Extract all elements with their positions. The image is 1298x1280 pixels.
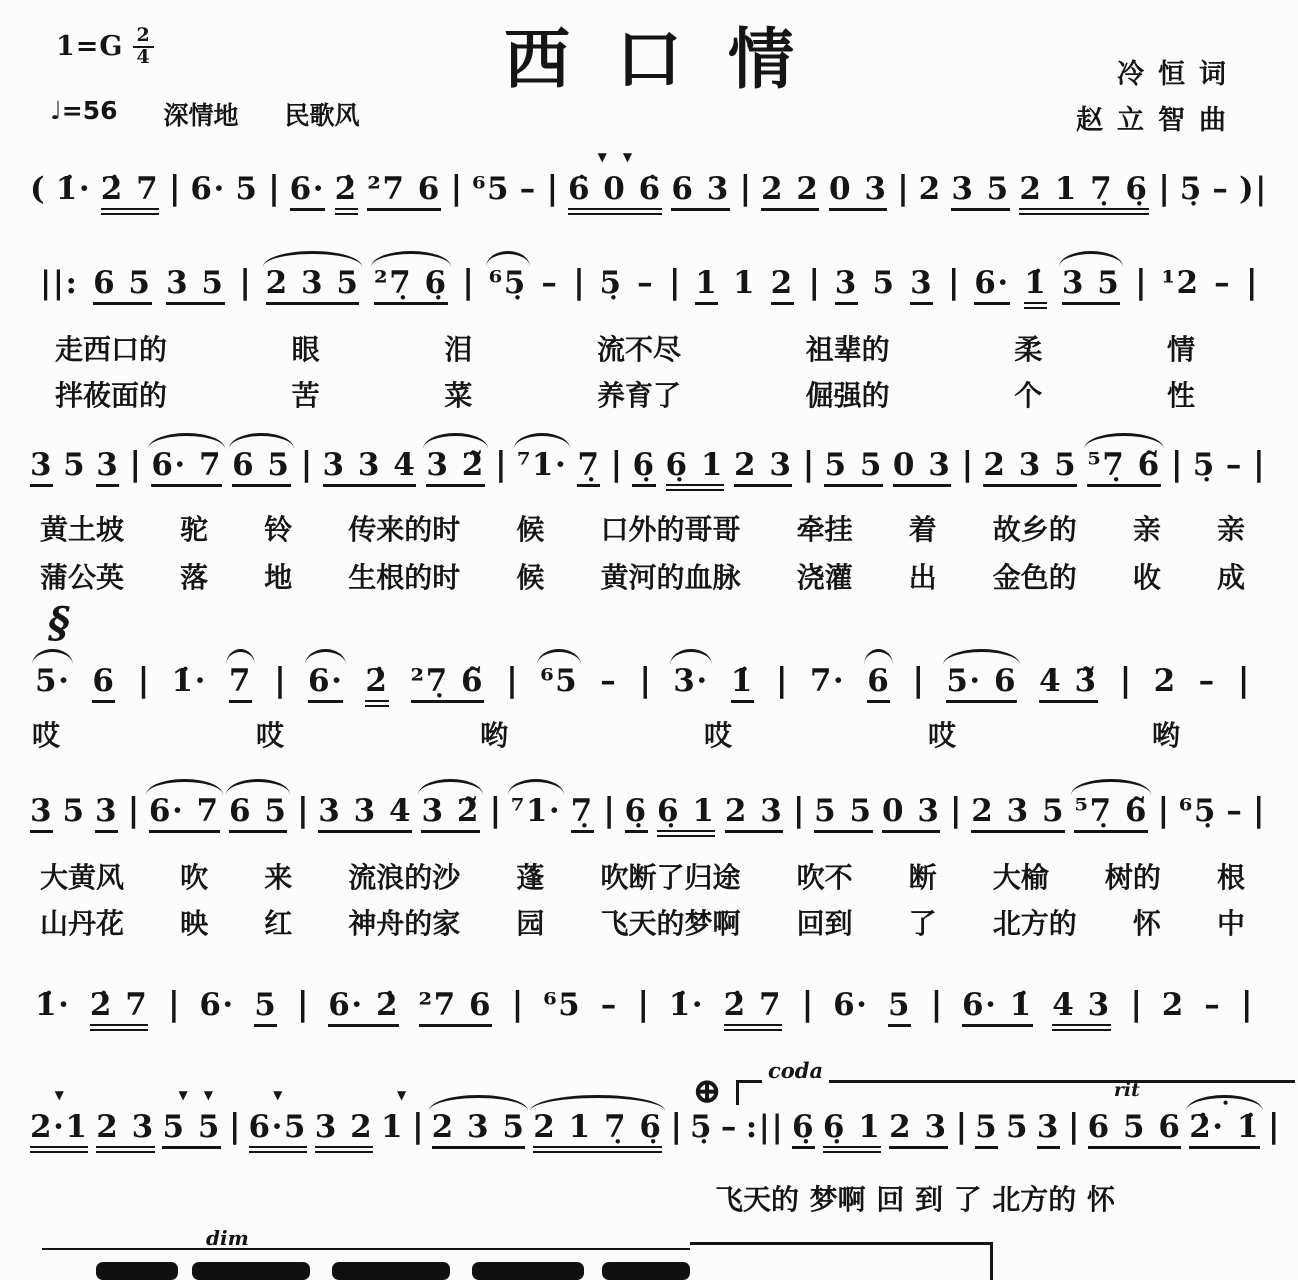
barline: | <box>1252 790 1265 829</box>
notation-token: 5̣ <box>599 265 623 301</box>
notation-token: 3 3 4 <box>318 794 412 833</box>
accent-icon: ▼▼ <box>178 1088 229 1102</box>
barline: | <box>462 262 475 301</box>
notation-token: 4 3̃ <box>1039 664 1097 703</box>
notation-token: 2·1 ▼ <box>30 1110 88 1153</box>
notation-token: 2̇· 1̇ • <box>1189 1110 1260 1149</box>
lyric-word: 地 <box>264 561 293 594</box>
notation-token: 3 <box>96 448 119 487</box>
tempo-row <box>50 96 360 132</box>
lyric-word: 生根的时 <box>348 561 461 594</box>
barline: | <box>274 660 287 699</box>
style-marking: 民歌风 <box>284 101 360 130</box>
lyric-word: 拌莜面的 <box>55 379 168 412</box>
barline: | <box>792 790 805 829</box>
notation-token: ²7̣ 6̣ <box>374 266 448 305</box>
notation-token: 3 <box>910 266 933 305</box>
lyric-word: 红 <box>264 907 293 940</box>
notation-token: 1̇· <box>171 663 207 699</box>
notation-token: 6· 7 <box>151 448 222 487</box>
notation-token: 2 3 <box>725 794 783 833</box>
notation-token: 2 3 <box>734 448 792 487</box>
lyric-word: 苦 <box>291 379 320 412</box>
notation-token: 6· 7 <box>149 794 220 833</box>
barline: | <box>955 1106 968 1145</box>
lyric-word: 个 <box>1014 379 1043 412</box>
lyric-word: 回到 <box>796 907 853 940</box>
barline: | <box>912 660 925 699</box>
lyric-word: 候 <box>516 513 545 546</box>
notation-token: – <box>600 987 618 1023</box>
lyric-word: 园 <box>516 907 545 940</box>
notation-token: 3 2̃ <box>421 794 479 833</box>
notation-token: – <box>1225 447 1243 483</box>
lyric-word: 浇灌 <box>796 561 853 594</box>
notation-token: ¹2 <box>1161 265 1200 301</box>
composer-credit: 赵立智曲 <box>1076 105 1240 136</box>
barline: | <box>494 444 507 483</box>
lyric-word: 故乡的 <box>992 513 1077 546</box>
notation-token: 6 3 <box>671 172 729 211</box>
barline: | <box>639 660 652 699</box>
notation-token: 2 <box>1161 987 1185 1023</box>
lyric-word: 怀 <box>1132 907 1161 940</box>
barline: | <box>1245 262 1258 301</box>
notation-token: 6̣ <box>632 448 655 487</box>
notation-token: 1 <box>732 265 757 301</box>
lyric-word: 性 <box>1166 379 1195 412</box>
lyric-word: 哟 <box>479 719 508 752</box>
barline: | <box>506 660 519 699</box>
notation-token: )| <box>1238 171 1268 207</box>
notation-token: 6·5 ▼ <box>249 1110 307 1153</box>
notation-token: 2̇ 7 <box>724 988 782 1031</box>
coda-icon: ⊕ <box>692 1070 723 1112</box>
notation-token: 2 1 7̣ 6̣ <box>533 1110 662 1153</box>
notation-token: 6̣ 1 <box>666 448 724 491</box>
barline: | <box>1267 1106 1280 1145</box>
notation-token: 5 5 <box>814 794 872 833</box>
notation-token: :|| <box>745 1109 785 1145</box>
barline: | <box>1170 444 1183 483</box>
notation-token: ⁶5 <box>540 663 579 699</box>
barline: | <box>1237 660 1250 699</box>
barline: | <box>668 262 681 301</box>
notation-token: ⁵7̣ 6̃ <box>1087 448 1161 487</box>
notation-token: 3 2̃ <box>426 448 484 487</box>
accent-icon: ▼ <box>396 1088 423 1102</box>
notation-token: 5 <box>62 793 86 829</box>
notation-token: 1 ▼ <box>380 1088 423 1145</box>
barline: | <box>637 984 650 1023</box>
lyric-word: 黄土坡 <box>40 513 125 546</box>
notation-token: 3 5 <box>1062 266 1120 305</box>
lyric-word: 金色的 <box>992 561 1077 594</box>
lyric-word: 回 <box>876 1183 905 1216</box>
barline: | <box>129 444 142 483</box>
lyric-word: 泪 <box>444 333 473 366</box>
notation-token: 6̣ <box>625 794 648 833</box>
notation-token: 1̇· <box>668 987 705 1023</box>
lyric-word: 亲 <box>1216 513 1245 546</box>
notation-token: 2̇ <box>335 172 358 215</box>
lyric-word: 牵挂 <box>796 513 853 546</box>
lyric-word: 飞天的 <box>715 1183 800 1216</box>
notation-token: 5 <box>1006 1109 1030 1145</box>
lyric-word: 亲 <box>1132 513 1161 546</box>
cutoff-notation-fragment <box>192 1262 310 1280</box>
lyrics-row-d1 <box>40 856 1245 896</box>
bottom-rule <box>42 1248 690 1250</box>
lyric-word: 树的 <box>1104 861 1161 894</box>
accent-icon: ▼ <box>54 1088 80 1102</box>
notation-token: – <box>1226 793 1244 829</box>
lyric-word: 哎 <box>927 719 956 752</box>
lyric-word: 菜 <box>444 379 473 412</box>
notation-token: 5 <box>872 265 896 301</box>
notation-line-6 <box>35 986 1253 1031</box>
cutoff-notation-fragment <box>96 1262 178 1280</box>
notation-token: 3· <box>673 663 709 699</box>
notation-token: 3 5 <box>166 266 224 305</box>
lyric-word: 驼 <box>180 513 209 546</box>
notation-token: ⁶5 <box>471 171 511 207</box>
barline: | <box>168 168 181 207</box>
lyrics-row-a2 <box>55 374 1195 414</box>
lyric-word: 倔强的 <box>805 379 890 412</box>
notation-token: 7̣ <box>571 794 594 833</box>
cutoff-notation-fragment <box>472 1262 584 1280</box>
barline: | <box>300 444 313 483</box>
accent-icon: ▼ <box>273 1088 299 1102</box>
notation-token: 1̇· <box>35 987 71 1023</box>
barline: | <box>897 168 910 207</box>
lyric-word: 走西口的 <box>55 333 168 366</box>
lyric-word: 映 <box>180 907 209 940</box>
barline: | <box>1130 984 1143 1023</box>
notation-token: 5̣ <box>690 1109 714 1145</box>
expression-marking: 深情地 <box>163 101 239 130</box>
barline: | <box>610 444 623 483</box>
tempo-marking: ♩=56 <box>50 96 118 125</box>
notation-token: ²7 6 <box>367 172 441 211</box>
notation-token: 5 <box>975 1110 998 1149</box>
lyric-word: 神舟的家 <box>348 907 461 940</box>
notation-token: 7̣ <box>577 448 600 487</box>
notation-token: – <box>1198 663 1216 699</box>
notation-token: ⁵7̣ 6̃ <box>1074 794 1148 833</box>
notation-token: 6 5 <box>93 266 151 305</box>
lyric-word: 蒲公英 <box>40 561 125 594</box>
barline: | <box>411 1106 424 1145</box>
barline: | <box>808 262 821 301</box>
barline: | <box>137 660 150 699</box>
cutoff-notation-fragment <box>332 1262 450 1280</box>
barline: | <box>1067 1106 1080 1145</box>
dim-marking: dim <box>206 1226 249 1250</box>
notation-token: ²7 6 <box>419 988 493 1027</box>
notation-token: 2 3 5 <box>432 1110 526 1149</box>
notation-token: 5 5 <box>824 448 882 487</box>
notation-token: ⁶5̣ <box>488 265 527 301</box>
notation-token: 4 3 <box>1052 988 1110 1031</box>
notation-token: 6 5 <box>232 448 290 487</box>
barline: | <box>489 790 502 829</box>
notation-token: 6· 2̇ <box>328 988 399 1027</box>
lyrics-row-a1 <box>55 328 1195 368</box>
notation-token: 6· <box>308 664 343 703</box>
notation-token: 6̣ 1 <box>823 1110 881 1153</box>
barline: | <box>670 1106 683 1145</box>
barline: | <box>127 790 140 829</box>
notation-token: ²7̣ 6̃ <box>411 664 485 703</box>
notation-token: 1̇ <box>1024 266 1047 309</box>
lyric-word: 哎 <box>703 719 732 752</box>
notation-token: 3 2 <box>315 1110 373 1153</box>
bottom-bracket <box>690 1242 993 1280</box>
notation-line-3 <box>30 446 1265 491</box>
notation-token: 2 3 5 <box>971 794 1065 833</box>
barline: | <box>1240 984 1253 1023</box>
barline: | <box>802 444 815 483</box>
notation-token: ( <box>30 171 47 207</box>
notation-token: 3 5 <box>951 172 1009 211</box>
notation-line-2 <box>40 264 1258 309</box>
barline: | <box>546 168 559 207</box>
notation-token: – <box>1212 171 1230 207</box>
notation-token: 7· <box>809 663 846 699</box>
lyric-word: 断 <box>908 861 937 894</box>
lyric-word: 情 <box>1166 333 1195 366</box>
notation-token: 2 1 7̣ 6̣ <box>1019 172 1148 215</box>
lyric-word: 梦啊 <box>809 1183 866 1216</box>
notation-token: – <box>637 265 655 301</box>
barline: | <box>801 984 814 1023</box>
barline: | <box>961 444 974 483</box>
lyric-word: 落 <box>180 561 209 594</box>
lyric-word: 怀 <box>1086 1183 1115 1216</box>
notation-token: 6· <box>199 987 235 1023</box>
notation-token: 5̣ <box>1179 171 1203 207</box>
notation-token: 2 3 5 <box>983 448 1077 487</box>
lyric-word: 大黄风 <box>40 861 125 894</box>
lyrics-row-d2 <box>40 902 1245 942</box>
notation-line-4 <box>35 662 1250 707</box>
lyric-word: 哎 <box>255 719 284 752</box>
accent-icon: ▼▼ <box>597 150 649 164</box>
key-signature-label: 1=G <box>56 31 124 63</box>
notation-line-5 <box>30 792 1265 837</box>
lyric-word: 流浪的沙 <box>348 861 461 894</box>
song-title: 西口情 <box>504 21 840 98</box>
notation-token: 1 <box>695 266 718 305</box>
notation-token: 6̣ 1 <box>657 794 715 837</box>
notation-token: 1̇ <box>731 664 754 703</box>
lyrics-row-b1 <box>40 508 1245 548</box>
barline: | <box>775 660 788 699</box>
notation-token: 0 3 <box>882 794 940 833</box>
lyricist-credit: 冷恒词 <box>1117 59 1240 90</box>
notation-token: 3 <box>95 794 118 833</box>
barline: | <box>949 790 962 829</box>
barline: | <box>450 168 463 207</box>
notation-token: ⁷1· <box>516 447 568 483</box>
notation-token: 7 <box>229 664 252 703</box>
notation-token: 2̇ 7 <box>90 988 148 1031</box>
barline: | <box>739 168 752 207</box>
lyric-word: 黄河的血脉 <box>600 561 741 594</box>
notation-token: – <box>541 265 559 301</box>
lyric-word: 北方的 <box>992 907 1077 940</box>
lyric-word: 吹 <box>180 861 209 894</box>
lyric-word: 着 <box>908 513 937 546</box>
barline: | <box>1252 444 1265 483</box>
notation-token: 5 <box>63 447 87 483</box>
lyric-word: 来 <box>264 861 293 894</box>
time-signature-numerator: 2 <box>133 26 153 48</box>
lyrics-row-e <box>715 1178 1115 1218</box>
notation-line-7 <box>30 1079 1280 1153</box>
notation-token: 2 3 <box>96 1110 154 1153</box>
notation-token: 2 2 <box>761 172 819 211</box>
notation-token: 6· <box>974 266 1009 305</box>
lyric-word: 候 <box>516 561 545 594</box>
lyric-word: 出 <box>908 561 937 594</box>
notation-token: 6· <box>833 987 869 1023</box>
lyric-word: 大榆 <box>992 861 1049 894</box>
notation-token: 2 <box>771 266 794 305</box>
lyrics-row-b2 <box>40 556 1245 596</box>
notation-token: – <box>519 171 537 207</box>
notation-token: 2̇ <box>365 664 388 707</box>
notation-token: 5 <box>888 988 911 1027</box>
barline: | <box>1134 262 1147 301</box>
lyric-word: 哟 <box>1151 719 1180 752</box>
barline: | <box>239 262 252 301</box>
lyric-word: 成 <box>1216 561 1245 594</box>
notation-line-intro <box>30 150 1268 215</box>
notation-token: 0 3 <box>893 448 951 487</box>
notation-token: 6· 1̇ <box>962 988 1033 1027</box>
notation-token: – <box>1214 265 1232 301</box>
barline: | <box>296 984 309 1023</box>
barline: | <box>268 168 281 207</box>
notation-token: 5· <box>35 663 71 699</box>
notation-token: 3 <box>30 794 53 833</box>
notation-token: 1̇· <box>55 171 92 207</box>
notation-token: 2̇ 7 <box>101 172 159 215</box>
lyric-word: 山丹花 <box>40 907 125 940</box>
notation-token: 0 3 <box>829 172 887 211</box>
notation-token: 5 <box>235 171 259 207</box>
notation-token: 5 5 ▼▼ <box>162 1110 220 1149</box>
lyric-word: 吹不 <box>796 861 853 894</box>
notation-token: ⁷1· <box>510 793 562 829</box>
notation-token: 3 <box>835 266 858 305</box>
lyric-word: 到 <box>914 1183 943 1216</box>
notation-token: 6̣ <box>792 1110 815 1149</box>
notation-token: 2 <box>1153 663 1177 699</box>
notation-token: 3 3 4 <box>323 448 417 487</box>
lyric-word: 流不尽 <box>596 333 681 366</box>
lyric-word: 蓬 <box>516 861 545 894</box>
lyric-word: 了 <box>908 907 937 940</box>
barline: | <box>1158 168 1171 207</box>
lyric-word: 口外的哥哥 <box>600 513 741 546</box>
notation-token: ||: <box>40 265 79 301</box>
lyrics-row-c <box>32 714 1180 754</box>
barline: | <box>947 262 960 301</box>
notation-token: 5· 6 <box>946 664 1017 703</box>
notation-token: 2 <box>918 171 942 207</box>
notation-token: – <box>720 1109 738 1145</box>
cutoff-notation-fragment <box>602 1262 690 1280</box>
lyric-word: 收 <box>1132 561 1161 594</box>
lyric-word: 中 <box>1216 907 1245 940</box>
notation-token: 6 <box>92 664 115 703</box>
notation-token: 6 <box>867 664 890 703</box>
lyric-word: 祖辈的 <box>805 333 890 366</box>
notation-token: 5 <box>254 988 277 1027</box>
notation-token: 6· <box>290 172 325 211</box>
notation-token: 5̣ <box>1192 447 1216 483</box>
time-signature-denominator: 4 <box>136 45 151 68</box>
barline: | <box>167 984 180 1023</box>
rit-marking: rit <box>1113 1079 1140 1101</box>
barline: | <box>511 984 524 1023</box>
notation-token: ⁶5̣ <box>1178 793 1217 829</box>
lyric-word: 了 <box>953 1183 982 1216</box>
notation-token: 6̇ 0 6̇ ▼▼ <box>568 172 662 215</box>
barline: | <box>296 790 309 829</box>
notation-token: 6· <box>190 171 226 207</box>
barline: | <box>572 262 585 301</box>
notation-token: 2 3 5 <box>266 266 360 305</box>
lyric-word: 传来的时 <box>348 513 461 546</box>
lyric-word: 眼 <box>291 333 320 366</box>
notation-token: 3 <box>30 448 53 487</box>
coda-label: coda <box>762 1058 829 1083</box>
notation-token: 2 3 <box>889 1110 947 1149</box>
lyric-word: 哎 <box>32 719 61 752</box>
barline: | <box>930 984 943 1023</box>
notation-token: – <box>1204 987 1222 1023</box>
segno-icon: § <box>48 598 70 647</box>
lyric-word: 飞天的梦啊 <box>600 907 741 940</box>
notation-token: – <box>600 663 618 699</box>
lyric-word: 铃 <box>264 513 293 546</box>
barline: | <box>1157 790 1170 829</box>
barline: | <box>1119 660 1132 699</box>
lyric-word: 柔 <box>1014 333 1043 366</box>
barline: | <box>603 790 616 829</box>
notation-token: 3 <box>1037 1110 1060 1149</box>
notation-token: 6 5 6 rit <box>1088 1110 1182 1149</box>
lyric-word: 根 <box>1216 861 1245 894</box>
lyric-word: 吹断了归途 <box>600 861 741 894</box>
barline: | <box>228 1106 241 1145</box>
lyric-word: 养育了 <box>596 379 681 412</box>
notation-token: 6 5 <box>229 794 287 833</box>
lyric-word: 北方的 <box>992 1183 1077 1216</box>
notation-token: ⁶5 <box>543 987 582 1023</box>
